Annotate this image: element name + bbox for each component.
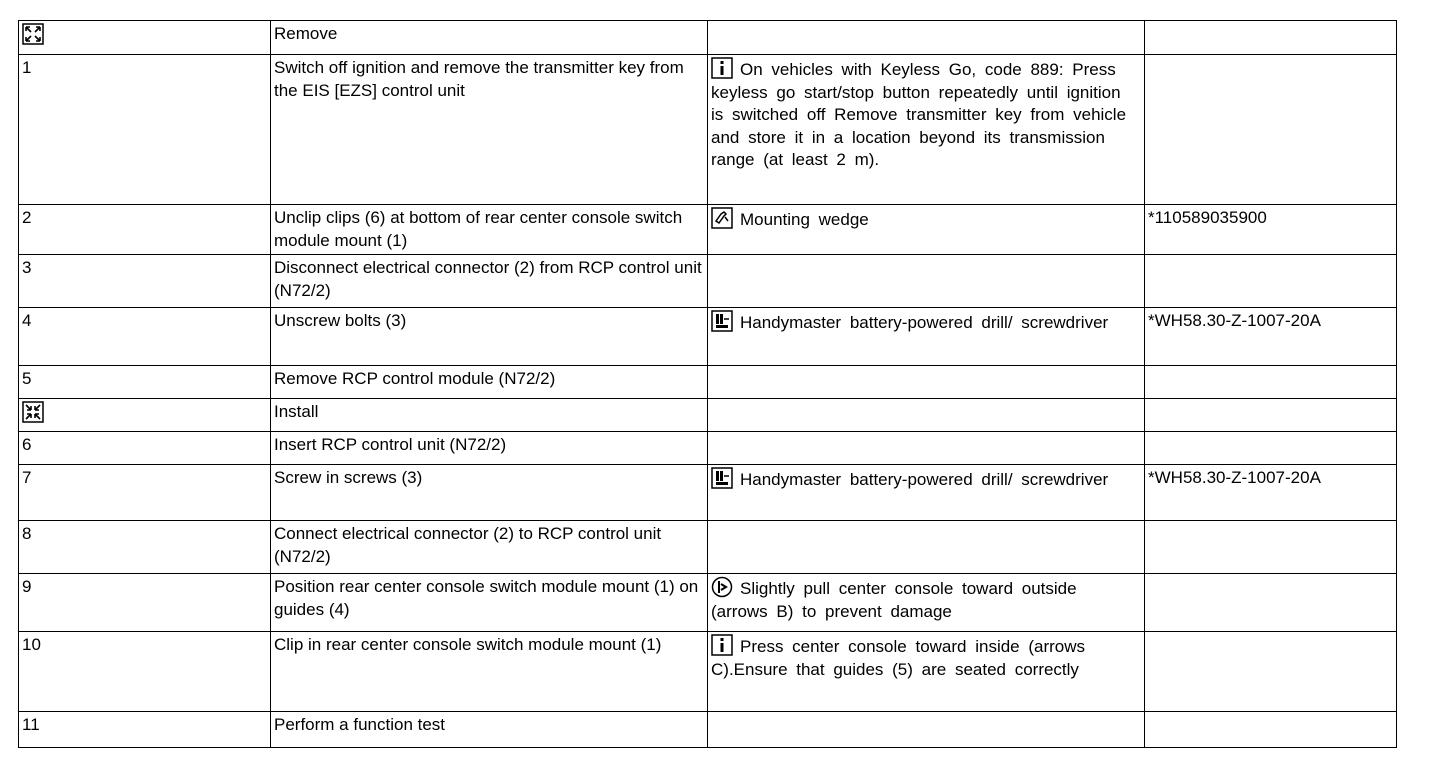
part-cell: [1145, 712, 1397, 748]
note-text: Slightly pull center console toward outside (arrows B) to prevent damage: [711, 579, 1077, 621]
table-row: [19, 521, 1397, 574]
step-cell: 6: [19, 432, 271, 465]
part-cell: [1145, 21, 1397, 55]
step-cell: 1: [19, 55, 271, 205]
table-row: [19, 255, 1397, 308]
action-cell: Install: [271, 399, 708, 432]
note-cell: [708, 308, 1145, 366]
note-cell: [708, 366, 1145, 399]
part-cell: [1145, 255, 1397, 308]
step-cell: 11: [19, 712, 271, 748]
part-cell: [1145, 574, 1397, 632]
table-row: [19, 432, 1397, 465]
step-cell: 2: [19, 205, 271, 255]
table-row: [19, 712, 1397, 748]
part-cell: [1145, 432, 1397, 465]
note-cell: [708, 205, 1145, 255]
step-cell: 7: [19, 465, 271, 521]
note-cell: [708, 399, 1145, 432]
part-cell: [1145, 632, 1397, 712]
action-cell: Connect electrical connector (2) to RCP control unit (N72/2): [271, 521, 708, 574]
step-cell: 9: [19, 574, 271, 632]
table-row: [19, 632, 1397, 712]
part-cell: [1145, 55, 1397, 205]
note-cell: [708, 712, 1145, 748]
action-cell: Remove RCP control module (N72/2): [271, 366, 708, 399]
action-cell: Disconnect electrical connector (2) from RCP control unit (N72/2): [271, 255, 708, 308]
table-row: [19, 465, 1397, 521]
note-cell: [708, 465, 1145, 521]
note-text: On vehicles with Keyless Go, code 889: Press keyless go start/stop button repeatedly until ignition is switched off Remove transmitter key from vehicle and store it in a location beyond its transmission range (at least 2 m).: [711, 60, 1127, 169]
table-row: [19, 205, 1397, 255]
action-cell: Screw in screws (3): [271, 465, 708, 521]
action-cell: Unclip clips (6) at bottom of rear center console switch module mount (1): [271, 205, 708, 255]
table-row: [19, 21, 1397, 55]
table-row: [19, 574, 1397, 632]
note-text: Handymaster battery-powered drill/ screwdriver: [740, 470, 1109, 489]
tool-icon: [711, 207, 733, 229]
step-cell: 10: [19, 632, 271, 712]
action-cell: Unscrew bolts (3): [271, 308, 708, 366]
table-row: [19, 399, 1397, 432]
info-icon: [711, 57, 733, 79]
step-cell: 4: [19, 308, 271, 366]
note-cell: [708, 432, 1145, 465]
note-cell: [708, 255, 1145, 308]
remove-icon: [22, 23, 44, 45]
note-text: Press center console toward inside (arrows C).Ensure that guides (5) are seated correctly: [711, 637, 1086, 679]
step-cell: 8: [19, 521, 271, 574]
caution-icon: [711, 576, 733, 598]
action-cell: Insert RCP control unit (N72/2): [271, 432, 708, 465]
note-text: Handymaster battery-powered drill/ screwdriver: [740, 313, 1109, 332]
step-cell: [19, 21, 271, 55]
action-cell: Perform a function test: [271, 712, 708, 748]
note-cell: [708, 55, 1145, 205]
note-cell: [708, 21, 1145, 55]
table-row: [19, 366, 1397, 399]
procedure-table: [18, 20, 1397, 748]
part-cell: [1145, 366, 1397, 399]
action-cell: Clip in rear center console switch module mount (1): [271, 632, 708, 712]
step-cell: [19, 399, 271, 432]
drill-icon: [711, 467, 733, 489]
note-text: Mounting wedge: [740, 210, 869, 229]
info-icon: [711, 634, 733, 656]
note-cell: [708, 632, 1145, 712]
drill-icon: [711, 310, 733, 332]
action-cell: Position rear center console switch module mount (1) on guides (4): [271, 574, 708, 632]
part-cell: [1145, 399, 1397, 432]
part-cell: *110589035900: [1145, 205, 1397, 255]
step-cell: 5: [19, 366, 271, 399]
note-cell: [708, 574, 1145, 632]
table-row: [19, 308, 1397, 366]
note-cell: [708, 521, 1145, 574]
part-cell: [1145, 521, 1397, 574]
install-icon: [22, 401, 44, 423]
table-row: [19, 55, 1397, 205]
action-cell: Remove: [271, 21, 708, 55]
part-cell: *WH58.30-Z-1007-20A: [1145, 465, 1397, 521]
part-cell: *WH58.30-Z-1007-20A: [1145, 308, 1397, 366]
step-cell: 3: [19, 255, 271, 308]
action-cell: Switch off ignition and remove the transmitter key from the EIS [EZS] control unit: [271, 55, 708, 205]
